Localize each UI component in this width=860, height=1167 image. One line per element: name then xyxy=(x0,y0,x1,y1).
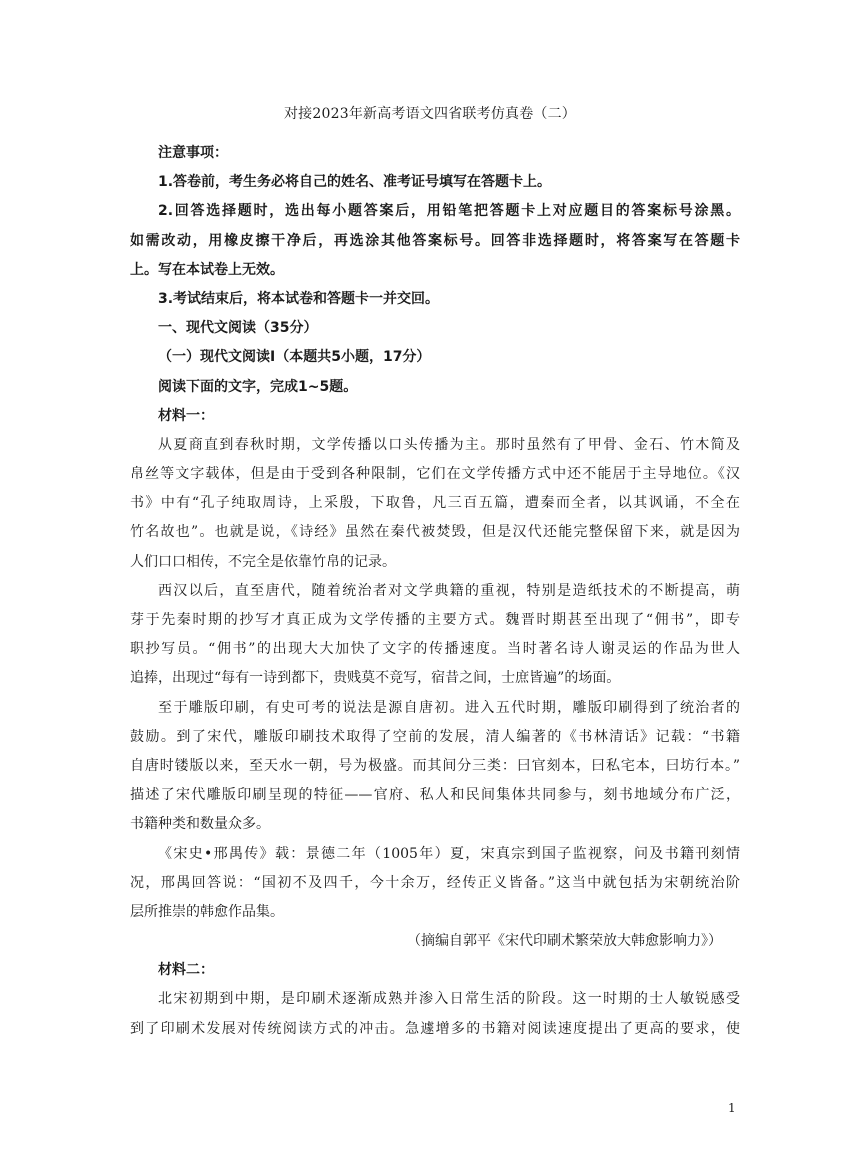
notice-line: 2.回答选择题时，选出每小题答案后，用铅笔把答题卡上对应题目的答案标号涂黑。 xyxy=(158,203,740,220)
page-number: 1 xyxy=(728,1101,736,1115)
paragraph-line: 芽于先秦时期的抄写才真正成为文学传播的主要方式。魏晋时期甚至出现了“佣书”，即专 xyxy=(130,612,740,628)
page-title: 对接2023年新高考语文四省联考仿真卷（二） xyxy=(283,106,577,122)
paragraph-line: 北宋初期到中期，是印刷术逐渐成熟并渗入日常生活的阶段。这一时期的士人敏锐感受 xyxy=(158,991,740,1008)
material-1-heading: 材料一： xyxy=(158,407,214,424)
paragraph-line: 层所推崇的韩愈作品集。 xyxy=(130,903,284,920)
paragraph-line: 描述了宋代雕版印刷呈现的特征——官府、私人和民间集体共同参与，刻书地域分布广泛， xyxy=(130,787,740,804)
paragraph-line: 至于雕版印刷，有史可考的说法是源自唐初。进入五代时期，雕版印刷得到了统治者的 xyxy=(158,699,740,716)
paragraph-line: 从夏商直到春秋时期，文学传播以口头传播为主。那时虽然有了甲骨、金石、竹木简及 xyxy=(158,436,740,453)
paragraph-line: 《宋史•邢禺传》载：景德二年（1005年）夏，宋真宗到国子监视察，问及书籍刊刻情 xyxy=(158,845,740,862)
material-2-heading: 材料二： xyxy=(158,962,214,979)
notice-line: 3.考试结束后，将本试卷和答题卡一并交回。 xyxy=(158,290,440,307)
document-body xyxy=(130,139,740,1044)
reading-instruction: 阅读下面的文字，完成1~5题。 xyxy=(158,378,358,395)
subsection-heading: （一）现代文阅读Ⅰ（本题共5小题，17分） xyxy=(158,349,431,366)
paragraph-line: 追捧，出现过“每有一诗到都下，贵贱莫不竞写，宿昔之间，士庶皆遍”的场面。 xyxy=(130,670,621,687)
paragraph-line: 自唐时镂版以来，至天水一朝，号为极盛。而其间分三类：曰官刻本，曰私宅本，曰坊行本。” xyxy=(130,757,740,774)
paragraph-line: 西汉以后，直至唐代，随着统治者对文学典籍的重视，特别是造纸技术的不断提高，萌 xyxy=(158,582,740,599)
paragraph-line: 帛丝等文字载体，但是由于受到各种限制，它们在文学传播方式中还不能居于主导地位。《汉 xyxy=(130,466,740,483)
paragraph-line: 职抄写员。“佣书”的出现大大加快了文字的传播速度。当时著名诗人谢灵运的作品为世人 xyxy=(130,641,740,658)
paragraph-line: 到了印刷术发展对传统阅读方式的冲击。急遽增多的书籍对阅读速度提出了更高的要求，使 xyxy=(130,1020,740,1037)
paragraph-line: 书》中有“孔子纯取周诗，上采殷，下取鲁，凡三百五篇，遭秦而全者，以其讽诵，不全在 xyxy=(130,495,740,512)
notice-line: 如需改动，用橡皮擦干净后，再选涂其他答案标号。回答非选择题时，将答案写在答题卡 xyxy=(130,232,740,249)
section-heading: 一、现代文阅读（35分） xyxy=(158,320,318,337)
paragraph-line: 人们口口相传，不完全是依靠竹帛的记录。 xyxy=(130,553,396,570)
paragraph-line: 竹名故也”。也就是说，《诗经》虽然在秦代被焚毁，但是汉代还能完整保留下来，就是因为 xyxy=(130,524,740,541)
notice-line: 上。写在本试卷上无效。 xyxy=(130,261,284,278)
notice-heading: 注意事项： xyxy=(158,145,228,161)
notice-line: 1.答卷前，考生务必将自己的姓名、准考证号填写在答题卡上。 xyxy=(158,174,552,191)
paragraph-line: 书籍种类和数量众多。 xyxy=(130,816,270,833)
paragraph-line: 鼓励。到了宋代，雕版印刷技术取得了空前的发展，清人编著的《书林清话》记载：“书籍 xyxy=(130,728,740,745)
material-1-source: （摘编自郭平《宋代印刷术繁荣放大韩愈影响力》） xyxy=(407,933,722,950)
paragraph-line: 况，邢禺回答说：“国初不及四千，今十余万，经传正义皆备。”这当中就包括为宋朝统治阶 xyxy=(130,874,740,891)
